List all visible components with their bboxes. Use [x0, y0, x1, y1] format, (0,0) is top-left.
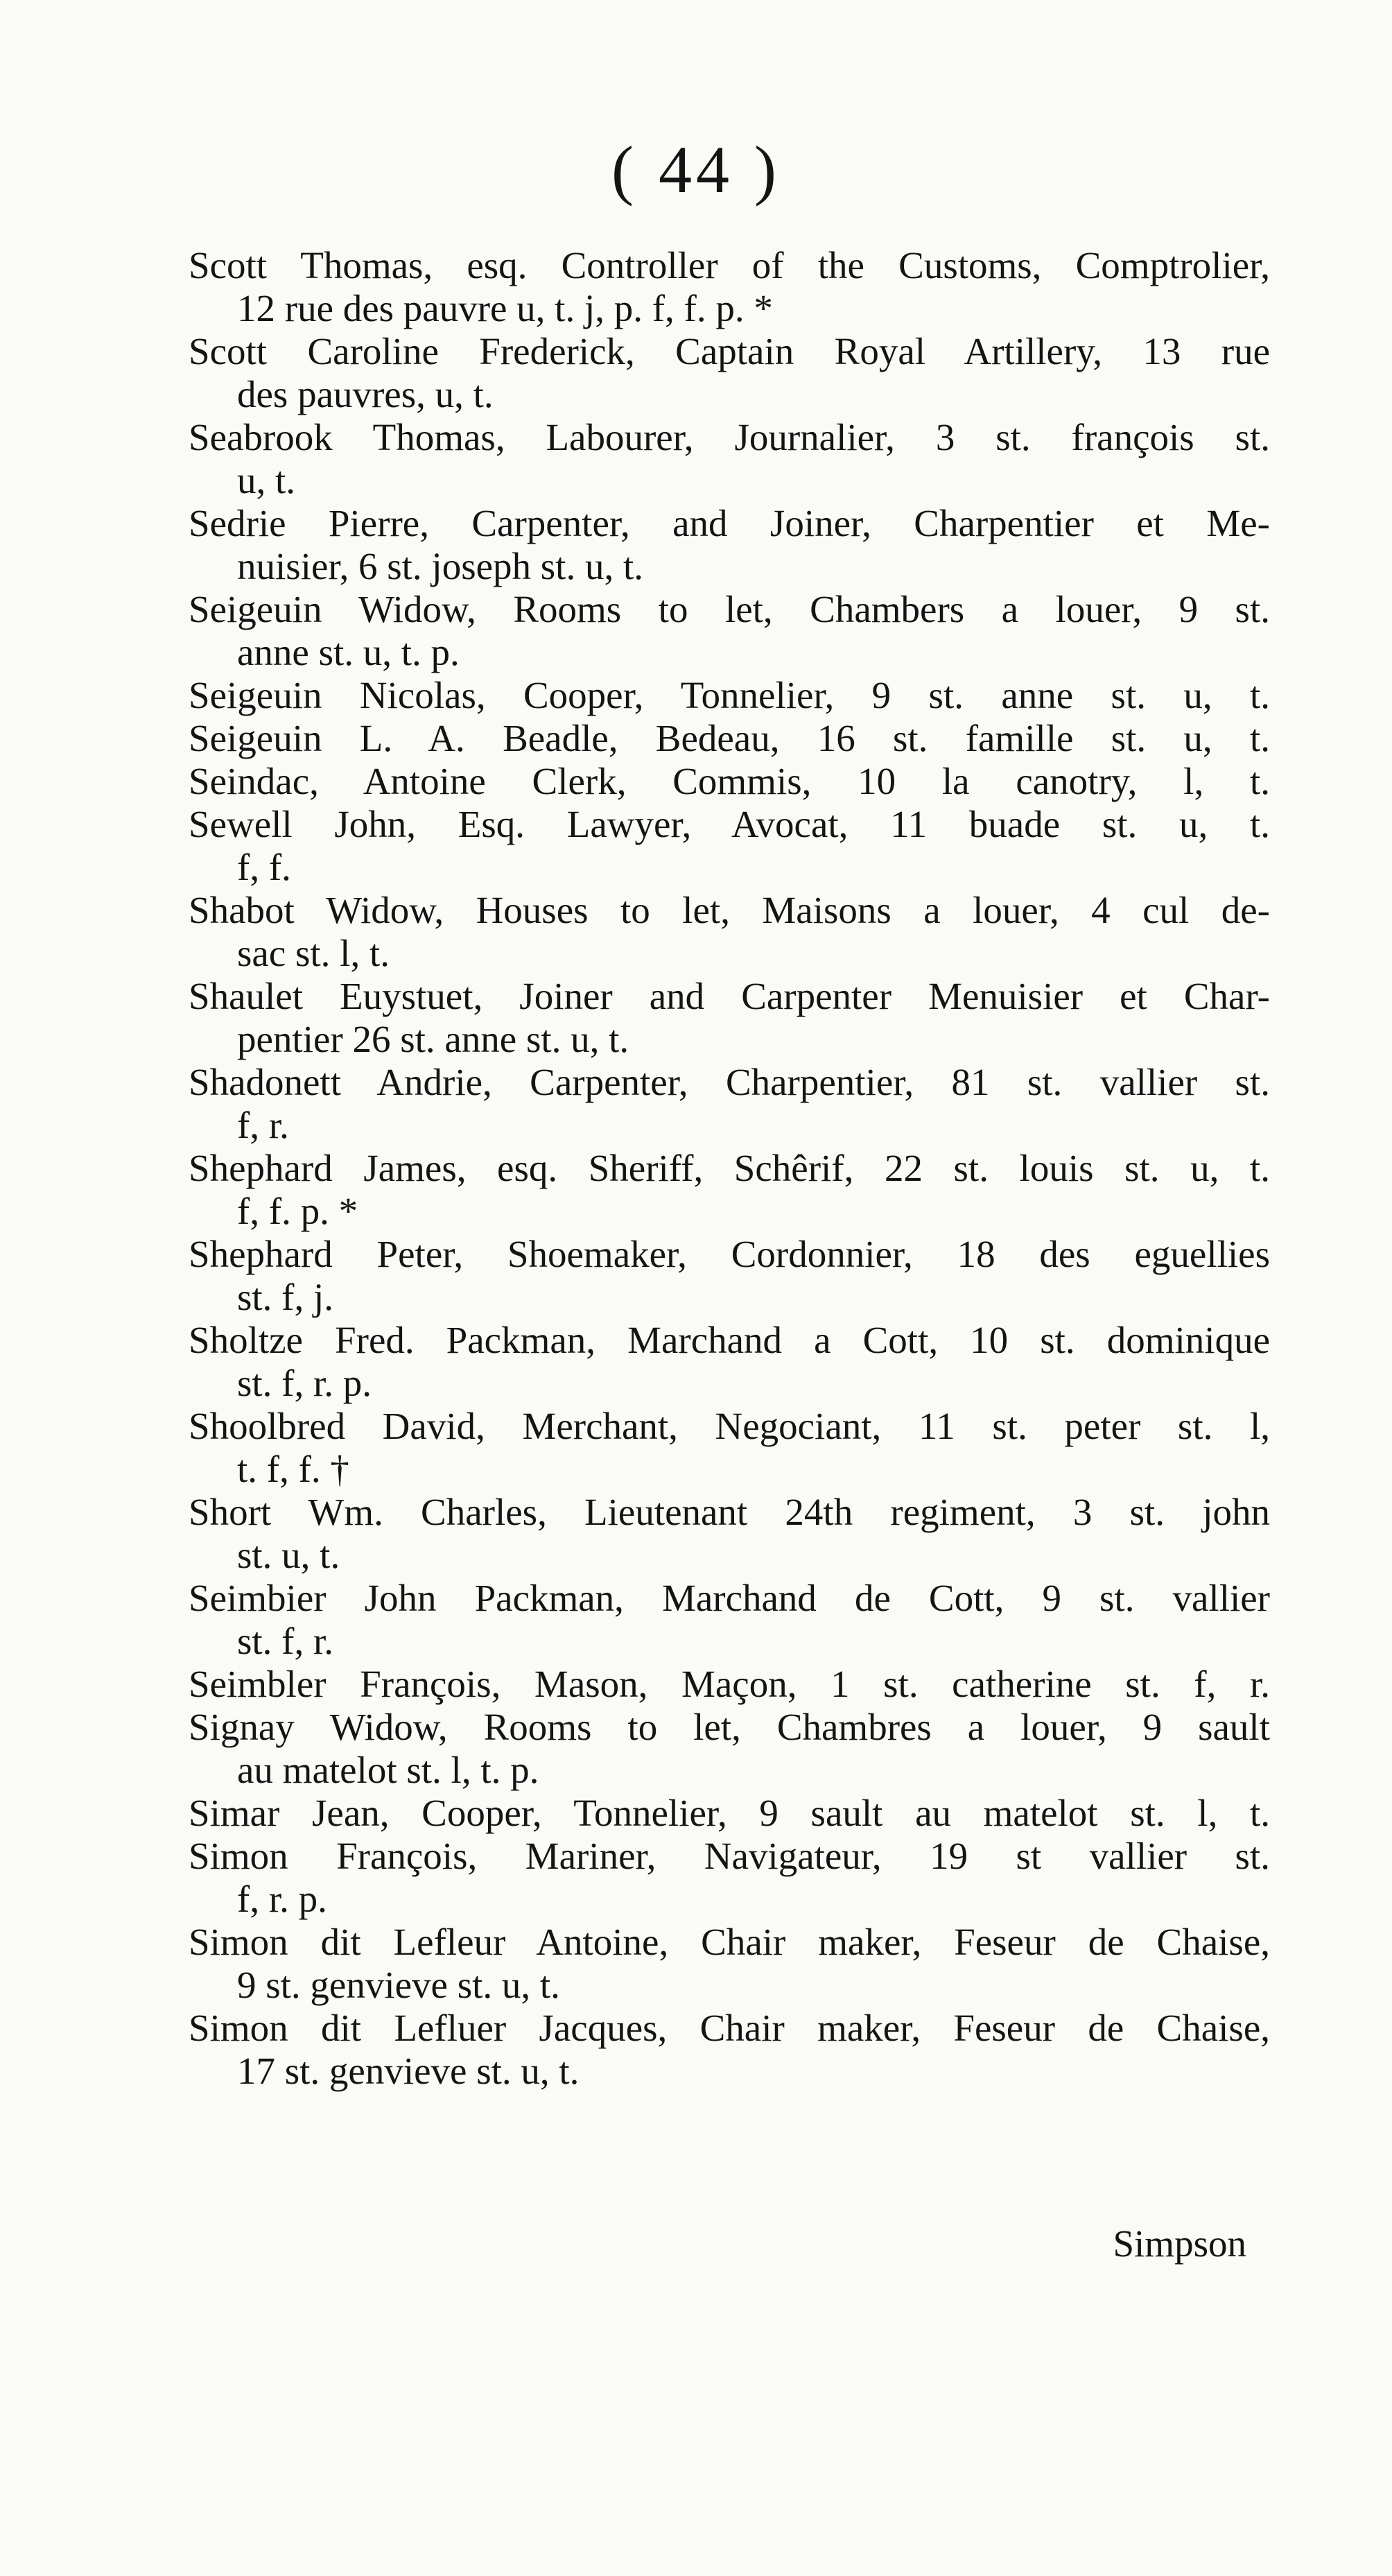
directory-entry: [189, 1663, 1270, 1706]
entry-line: Shadonett Andrie, Carpenter, Charpentier, 81 st. vallier st.: [189, 1061, 1270, 1103]
entry-line: Seabrook Thomas, Labourer, Journalier, 3 st. françois st.: [189, 416, 1270, 458]
entry-line: Seimbler François, Mason, Maçon, 1 st. catherine st. f, r.: [189, 1663, 1270, 1705]
directory-entry: [189, 674, 1270, 717]
directory-entry: [189, 1061, 1270, 1147]
entry-line: Sholtze Fred. Packman, Marchand a Cott, 10 st. dominique: [189, 1319, 1270, 1361]
entry-continuation: anne st. u, t. p.: [237, 631, 460, 673]
entry-continuation: f, r.: [237, 1104, 289, 1146]
directory-entry: [189, 975, 1270, 1061]
entry-line: Short Wm. Charles, Lieutenant 24th regiment, 3 st. john: [189, 1491, 1270, 1533]
directory-entry: [189, 1835, 1270, 1921]
entry-continuation: des pauvres, u, t.: [237, 373, 494, 415]
entry-continuation: u, t.: [237, 459, 296, 501]
entry-continuation: st. f, r. p.: [237, 1362, 372, 1404]
directory-entry: [189, 760, 1270, 803]
entry-continuation: 12 rue des pauvre u, t. j, p. f, f. p. *: [237, 287, 773, 329]
directory-entry: [189, 1319, 1270, 1405]
catchword: Simpson: [1113, 2222, 1246, 2265]
entry-continuation: 17 st. genvieve st. u, t.: [237, 2050, 580, 2092]
entry-continuation: pentier 26 st. anne st. u, t.: [237, 1018, 629, 1060]
directory-entry: [189, 1147, 1270, 1233]
entry-continuation: sac st. l, t.: [237, 932, 390, 974]
entry-line: Simon François, Mariner, Navigateur, 19 st vallier st.: [189, 1835, 1270, 1877]
page-number: ( 44 ): [611, 132, 781, 207]
directory-entry: [189, 1405, 1270, 1491]
directory-entry: [189, 244, 1270, 330]
entry-line: Simon dit Lefluer Jacques, Chair maker, Feseur de Chaise,: [189, 2007, 1270, 2049]
entry-continuation: st. f, j.: [237, 1276, 334, 1318]
entry-line: Simar Jean, Cooper, Tonnelier, 9 sault au matelot st. l, t.: [189, 1792, 1270, 1834]
directory-entry: [189, 717, 1270, 760]
entry-continuation: f, f. p. *: [237, 1190, 358, 1232]
directory-entry: [189, 1921, 1270, 2007]
directory-entry: [189, 803, 1270, 889]
entry-line: Seimbier John Packman, Marchand de Cott, 9 st. vallier: [189, 1577, 1270, 1619]
entry-continuation: nuisier, 6 st. joseph st. u, t.: [237, 545, 643, 587]
entry-line: Seigeuin L. A. Beadle, Bedeau, 16 st. famille st. u, t.: [189, 717, 1270, 759]
entry-line: Scott Caroline Frederick, Captain Royal Artillery, 13 rue: [189, 330, 1270, 372]
entry-line: Sedrie Pierre, Carpenter, and Joiner, Charpentier et Me-: [189, 502, 1270, 544]
directory-entry: [189, 1706, 1270, 1792]
directory-entry: [189, 1577, 1270, 1663]
entry-line: Signay Widow, Rooms to let, Chambres a louer, 9 sault: [189, 1706, 1270, 1748]
directory-entry: [189, 2007, 1270, 2093]
entry-line: Scott Thomas, esq. Controller of the Customs, Comptrolier,: [189, 244, 1270, 286]
entry-line: Sewell John, Esq. Lawyer, Avocat, 11 buade st. u, t.: [189, 803, 1270, 845]
directory-entry: [189, 330, 1270, 416]
directory-entries: [189, 244, 1270, 2093]
entry-continuation: au matelot st. l, t. p.: [237, 1749, 539, 1791]
directory-entry: [189, 1233, 1270, 1319]
entry-continuation: st. f, r.: [237, 1620, 334, 1662]
entry-line: Shephard James, esq. Sheriff, Schêrif, 22 st. louis st. u, t.: [189, 1147, 1270, 1189]
entry-continuation: f, r. p.: [237, 1878, 327, 1920]
entry-line: Seigeuin Nicolas, Cooper, Tonnelier, 9 st. anne st. u, t.: [189, 674, 1270, 716]
entry-continuation: f, f.: [237, 846, 291, 888]
directory-entry: [189, 502, 1270, 588]
directory-entry: [189, 588, 1270, 674]
entry-line: Shaulet Euystuet, Joiner and Carpenter Menuisier et Char-: [189, 975, 1270, 1017]
entry-line: Shephard Peter, Shoemaker, Cordonnier, 18 des eguellies: [189, 1233, 1270, 1275]
directory-entry: [189, 1491, 1270, 1577]
entry-continuation: st. u, t.: [237, 1534, 340, 1576]
entry-line: Shabot Widow, Houses to let, Maisons a louer, 4 cul de-: [189, 889, 1270, 931]
entry-line: Seindac, Antoine Clerk, Commis, 10 la canotry, l, t.: [189, 760, 1270, 802]
entry-continuation: 9 st. genvieve st. u, t.: [237, 1964, 560, 2006]
entry-line: Shoolbred David, Merchant, Negociant, 11 st. peter st. l,: [189, 1405, 1270, 1447]
directory-entry: [189, 889, 1270, 975]
directory-entry: [189, 1792, 1270, 1835]
entry-line: Seigeuin Widow, Rooms to let, Chambers a louer, 9 st.: [189, 588, 1270, 630]
entry-line: Simon dit Lefleur Antoine, Chair maker, Feseur de Chaise,: [189, 1921, 1270, 1963]
entry-continuation: t. f, f. †: [237, 1448, 349, 1490]
directory-entry: [189, 416, 1270, 502]
